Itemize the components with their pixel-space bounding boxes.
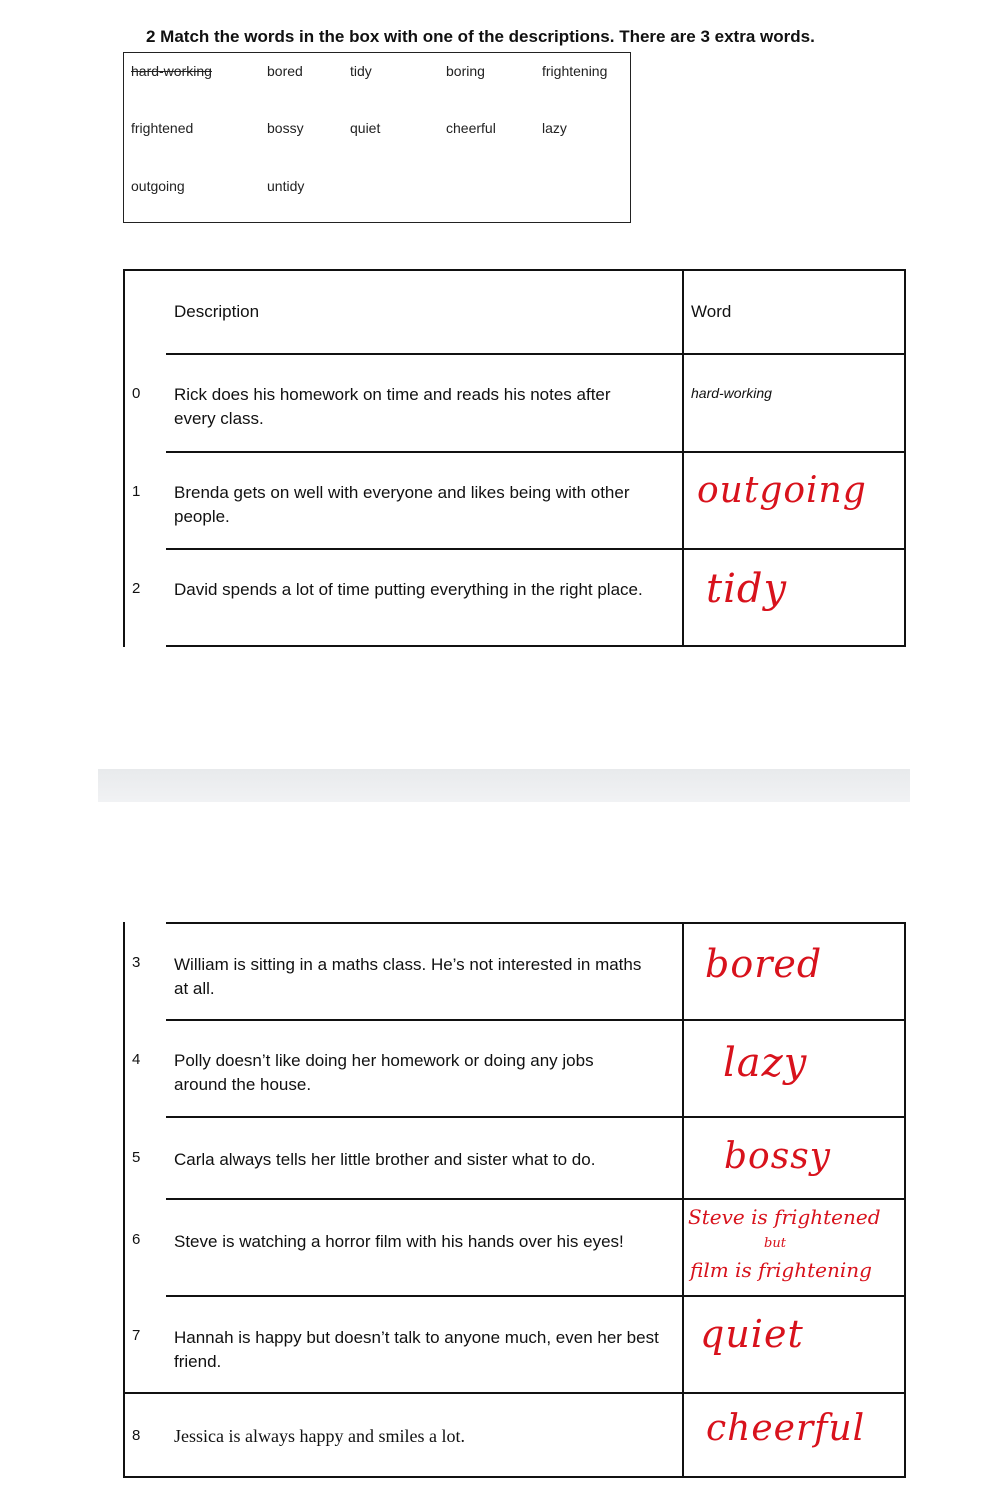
word-box-item: untidy — [267, 178, 305, 194]
handwritten-answer: cheerful — [706, 1408, 866, 1449]
row-divider — [166, 1295, 905, 1297]
word-box-item: bossy — [267, 120, 304, 136]
row-description: Brenda gets on well with everyone and likes being with other people. — [174, 483, 630, 526]
row-number: 3 — [132, 954, 141, 971]
exercise-title: 2 Match the words in the box with one of the descriptions. There are 3 extra words. — [146, 27, 815, 46]
handwritten-answer: tidy — [706, 566, 788, 612]
header-description: Description — [174, 302, 260, 321]
table-border — [904, 922, 906, 1478]
row-number: 2 — [132, 580, 141, 597]
row-description: Carla always tells her little brother and sister what to do. — [174, 1150, 596, 1169]
table-border — [682, 922, 684, 1478]
handwritten-answer: Steve is frightened — [688, 1205, 881, 1229]
table-border — [682, 269, 684, 647]
row-divider — [166, 922, 905, 924]
row-description: David spends a lot of time putting everything in the right place. — [174, 580, 643, 599]
row-description: Steve is watching a horror film with his hands over his eyes! — [174, 1232, 624, 1251]
word-box-item: outgoing — [131, 178, 185, 194]
row-description: Polly doesn’t like doing her homework or doing any jobs around the house. — [174, 1051, 594, 1094]
row-number: 7 — [132, 1327, 141, 1344]
word-box-item: quiet — [350, 120, 381, 136]
row-description: William is sitting in a maths class. He’s not interested in maths at all. — [174, 955, 642, 998]
table-border — [123, 269, 125, 647]
table-border — [123, 269, 905, 271]
table-border — [123, 1476, 905, 1478]
row-divider — [166, 1198, 905, 1200]
row-divider — [166, 548, 905, 550]
row-number: 1 — [132, 483, 141, 500]
example-answer: hard-working — [691, 385, 772, 401]
row-divider — [123, 1392, 905, 1394]
handwritten-answer: bored — [705, 942, 823, 986]
row-number: 8 — [132, 1427, 141, 1444]
row-divider — [166, 353, 905, 355]
word-box-item: hard-working — [131, 63, 212, 79]
row-description: Rick does his homework on time and reads his notes after every class. — [174, 385, 611, 428]
row-description: Jessica is always happy and smiles a lot. — [174, 1426, 465, 1446]
row-divider — [166, 1116, 905, 1118]
handwritten-answer: but — [764, 1236, 786, 1251]
word-box-item: frightened — [131, 120, 194, 136]
handwritten-answer: lazy — [723, 1040, 808, 1086]
word-box-item: boring — [446, 63, 485, 79]
row-description: Hannah is happy but doesn’t talk to anyone much, even her best friend. — [174, 1328, 659, 1371]
handwritten-answer: quiet — [700, 1312, 804, 1356]
word-box-item: cheerful — [446, 120, 496, 136]
row-divider — [166, 645, 905, 647]
word-box-item: frightening — [542, 63, 608, 79]
row-number: 6 — [132, 1231, 141, 1248]
handwritten-answer: film is frightening — [690, 1258, 872, 1282]
word-box-item: lazy — [542, 120, 567, 136]
row-divider — [166, 1019, 905, 1021]
word-box-item: tidy — [350, 63, 372, 79]
header-word: Word — [691, 302, 732, 321]
handwritten-answer: bossy — [724, 1136, 832, 1177]
row-number: 0 — [132, 385, 141, 402]
handwritten-answer: outgoing — [697, 470, 867, 511]
row-number: 4 — [132, 1051, 141, 1068]
row-number: 5 — [132, 1149, 141, 1166]
word-box-item: bored — [267, 63, 303, 79]
page-break — [98, 769, 910, 802]
table-border — [123, 922, 125, 1478]
table-border — [904, 269, 906, 647]
row-divider — [166, 451, 905, 453]
